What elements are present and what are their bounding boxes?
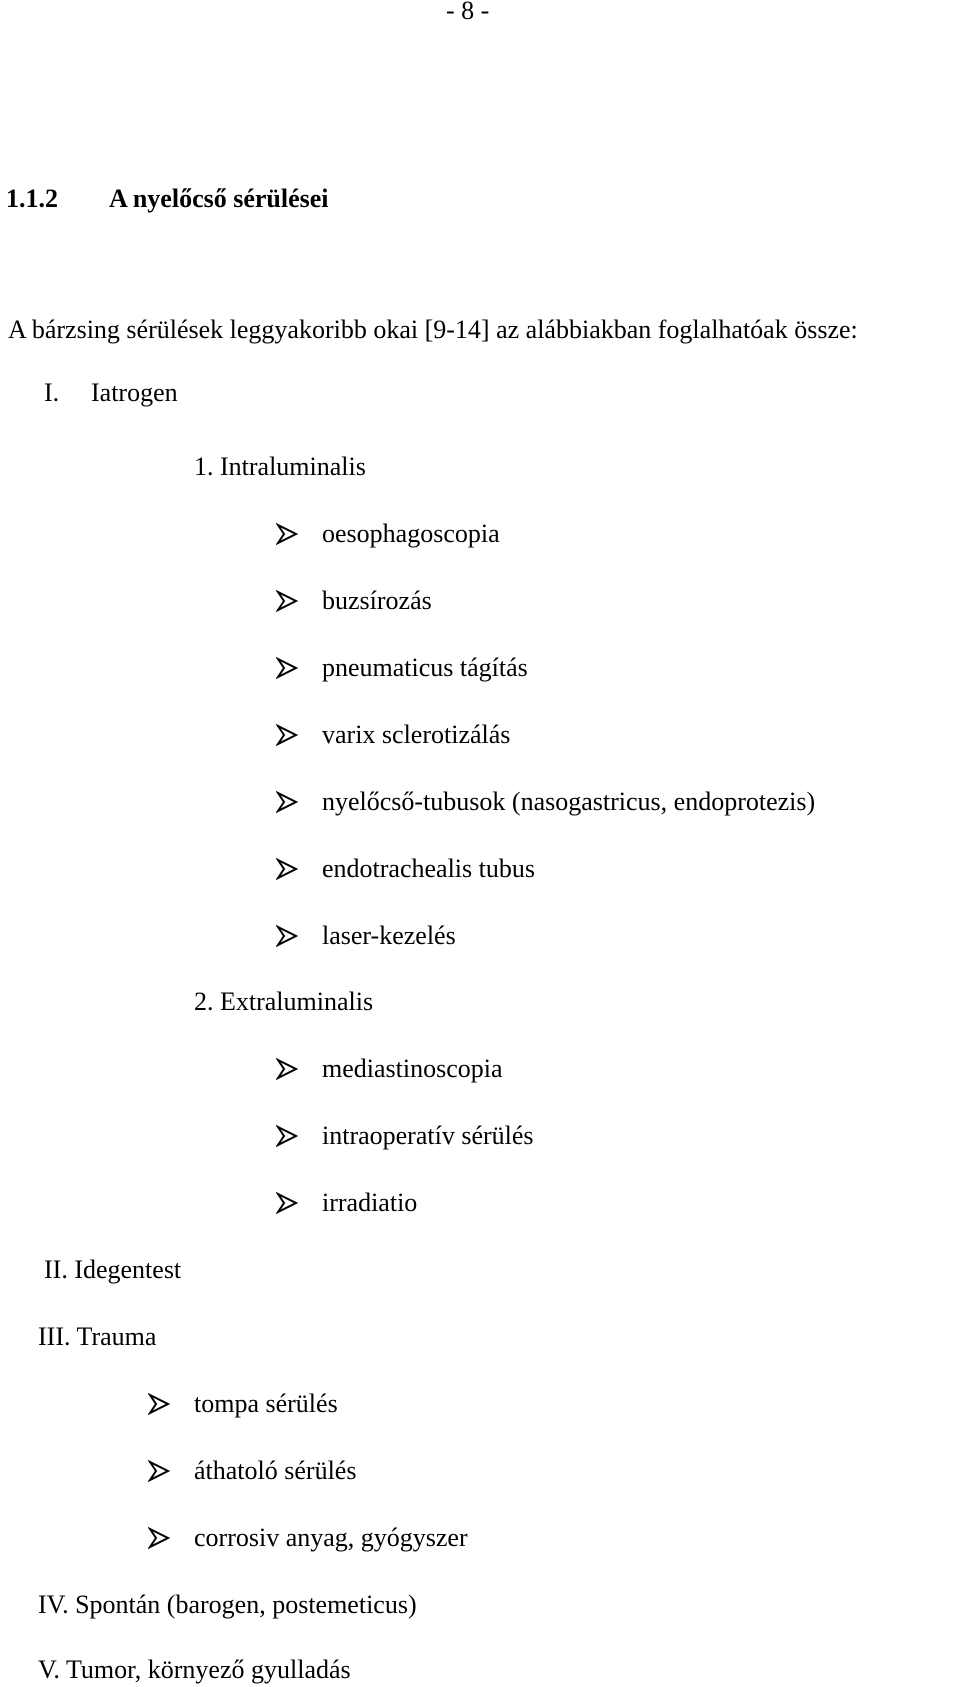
category-idegentest: II. Idegentest [44,1255,182,1284]
list-item-text: nyelőcső-tubusok (nasogastricus, endoprotezis) [322,787,816,816]
list-item-text: pneumaticus tágítás [322,653,528,682]
list-item-text: buzsírozás [322,586,432,615]
list-item-text: irradiatio [322,1188,418,1217]
arrowhead-bullet-icon [148,1460,170,1482]
arrowhead-bullet-icon [148,1527,170,1549]
list-item-text: varix sclerotizálás [322,720,511,749]
category-tumor: V. Tumor, környező gyulladás [38,1655,351,1684]
page-number: - 8 - [446,0,490,25]
category-spontan: IV. Spontán (barogen, postemeticus) [38,1590,417,1619]
arrowhead-bullet-icon [276,1058,298,1080]
list-item-text: áthatoló sérülés [194,1456,357,1485]
arrowhead-bullet-icon [276,791,298,813]
list-item-text: corrosiv anyag, gyógyszer [194,1523,468,1552]
arrowhead-bullet-icon [276,724,298,746]
arrowhead-bullet-icon [276,523,298,545]
category-iatrogen: Iatrogen [91,378,178,407]
list-item-text: endotrachealis tubus [322,854,535,883]
arrowhead-bullet-icon [276,657,298,679]
arrowhead-bullet-icon [148,1393,170,1415]
list-item-text: tompa sérülés [194,1389,338,1418]
list-item-text: intraoperatív sérülés [322,1121,534,1150]
subcategory-intraluminalis: 1. Intraluminalis [194,452,366,481]
list-item-text: oesophagoscopia [322,519,500,548]
arrowhead-bullet-icon [276,590,298,612]
section-title: A nyelőcső sérülései [109,184,329,213]
intro-paragraph: A bárzsing sérülések leggyakoribb okai [9-14] az alábbiakban foglalhatóak össze: [8,315,858,344]
arrowhead-bullet-icon [276,858,298,880]
arrowhead-bullet-icon [276,1192,298,1214]
list-item-text: laser-kezelés [322,921,456,950]
subcategory-extraluminalis: 2. Extraluminalis [194,987,374,1016]
section-number: 1.1.2 [6,184,58,213]
category-roman-i: I. [44,378,60,407]
category-trauma: III. Trauma [38,1322,157,1351]
arrowhead-bullet-icon [276,925,298,947]
list-item-text: mediastinoscopia [322,1054,503,1083]
arrowhead-bullet-icon [276,1125,298,1147]
